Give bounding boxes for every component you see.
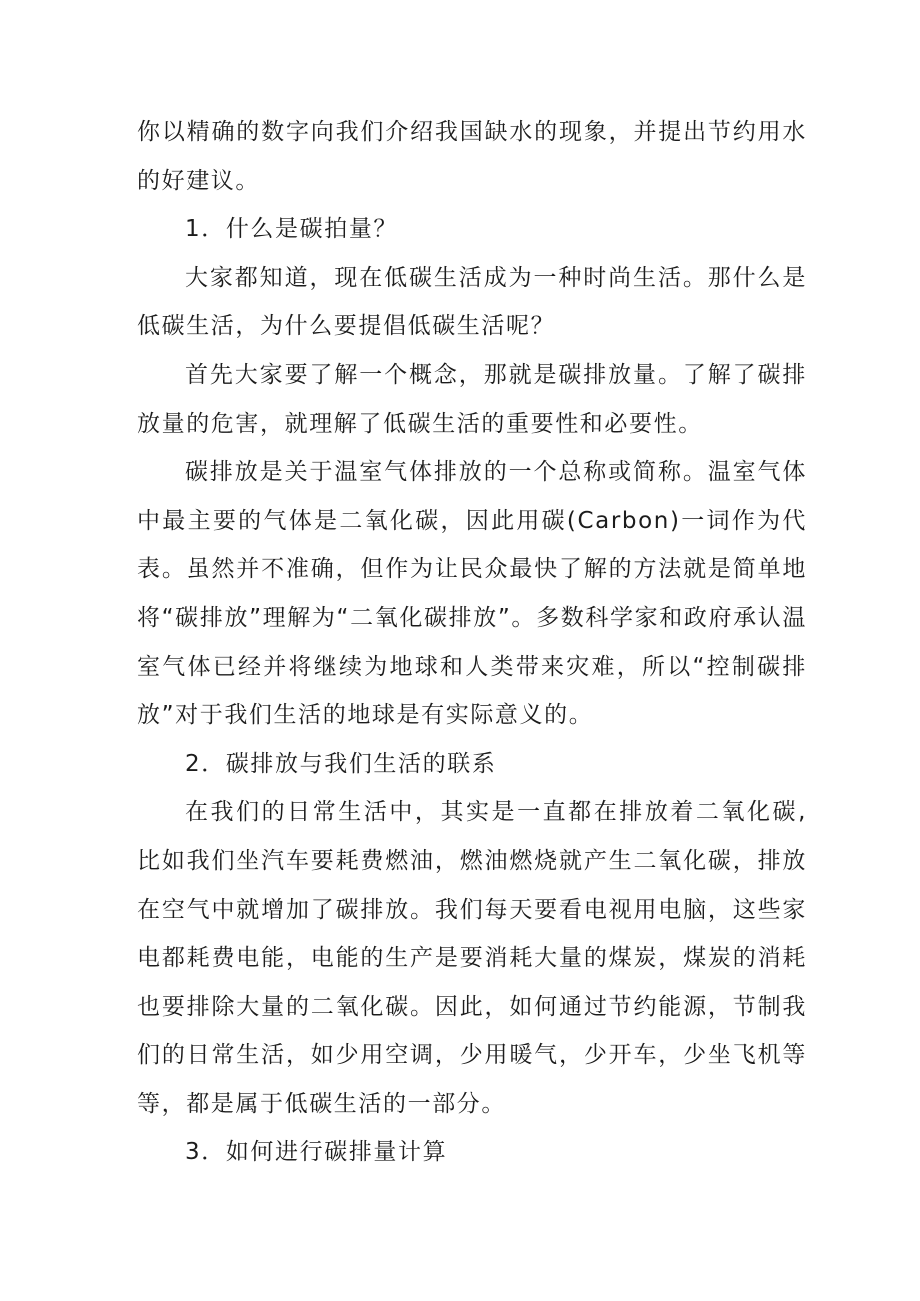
paragraph-low-carbon-life: 大家都知道，现在低碳生活成为一种时尚生活。那什么是低碳生活，为什么要提倡低碳生活呢？ bbox=[137, 264, 807, 340]
section-heading-2: 2．碳排放与我们生活的联系 bbox=[185, 750, 497, 777]
paragraph-emission-definition: 碳排放是关于温室气体排放的一个总称或简称。温室气体中最主要的气体是二氧化碳，因此用碳(Carbon)一词作为代表。虽然并不准确，但作为让民众最快了解的方法就是简单地将“碳排放”理解为“二氧化碳排放”。多数科学家和政府承认温室气体已经并将继续为地球和人类带来灾难，所以“控制碳排放”对于我们生活的地球是有实际意义的。 bbox=[137, 459, 807, 729]
paragraph-emission-concept: 首先大家要了解一个概念，那就是碳排放量。了解了碳排放量的危害，就理解了低碳生活的重要性和必要性。 bbox=[137, 361, 807, 437]
section-heading-3: 3．如何进行碳排量计算 bbox=[185, 1139, 448, 1166]
document-body bbox=[137, 108, 807, 1177]
paragraph-daily-life-emissions: 在我们的日常生活中，其实是一直都在排放着二氧化碳,比如我们坐汽车要耗费燃油，燃油燃烧就产生二氧化碳，排放在空气中就增加了碳排放。我们每天要看电视用电脑，这些家电都耗费电能，电能的生产是要消耗大量的煤炭，煤炭的消耗也要排除大量的二氧化碳。因此，如何通过节约能源，节制我们的日常生活，如少用空调，少用暖气，少开车，少坐飞机等等，都是属于低碳生活的一部分。 bbox=[137, 799, 807, 1117]
paragraph-intro-continuation: 你以精确的数字向我们介绍我国缺水的现象，并提出节约用水的好建议。 bbox=[137, 119, 807, 194]
section-heading-1: 1．什么是碳拍量？ bbox=[185, 216, 399, 243]
